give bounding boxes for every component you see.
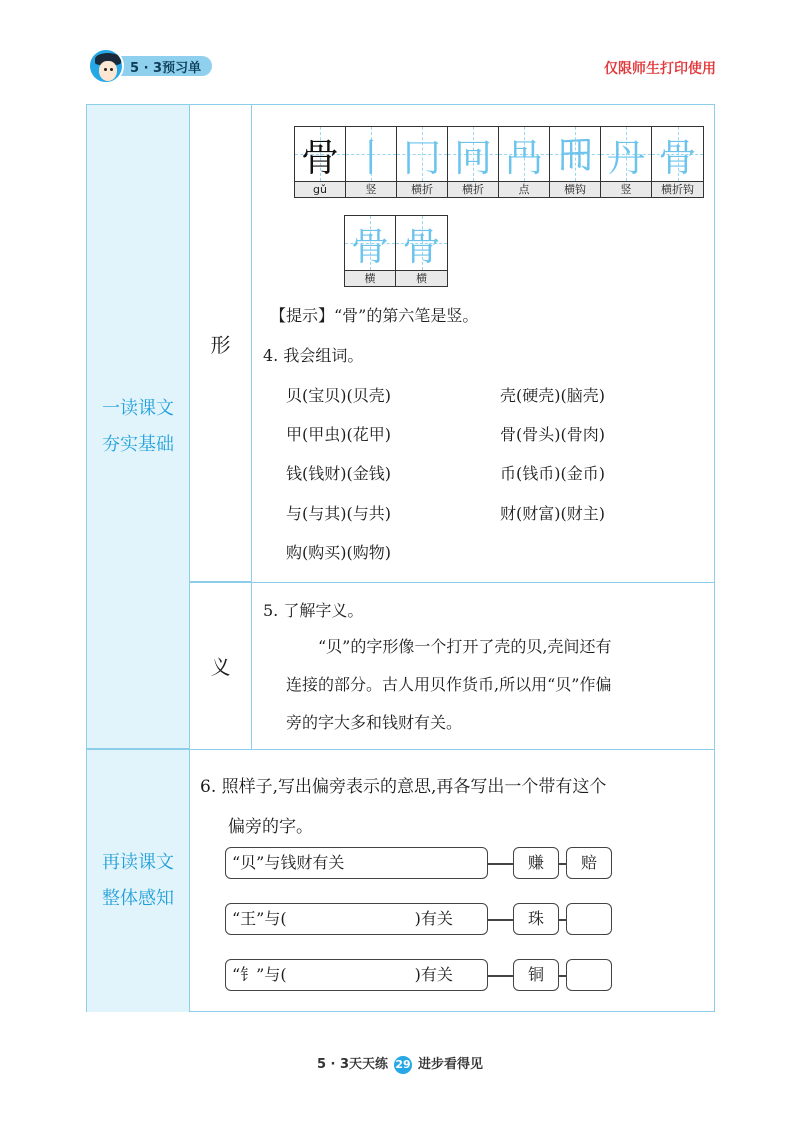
stroke-label: 横折钩 xyxy=(652,181,703,197)
stroke-label: 竖 xyxy=(601,181,651,197)
stroke-cell xyxy=(601,127,652,197)
connector xyxy=(488,919,513,921)
word-item: 壳(硬壳)(脑壳) xyxy=(500,386,605,405)
main-character: 骨 xyxy=(300,135,339,180)
section-second-sidebar xyxy=(87,749,190,1012)
q6-instructions xyxy=(200,767,700,847)
example-char-box: 珠 xyxy=(513,903,559,935)
footer-right: 进步看得见 xyxy=(418,1057,484,1072)
word-item: 钱(钱财)(金钱) xyxy=(286,464,391,483)
section-second-title-2: 整体感知 xyxy=(102,887,174,909)
radical-meaning-box: “贝”与钱财有关 xyxy=(225,847,488,879)
stroke-glyph: 𠕁 xyxy=(555,131,594,176)
example-char-box: 赔 xyxy=(566,847,612,879)
example-char-box: 赚 xyxy=(513,847,559,879)
stroke-order-table-continued xyxy=(344,215,448,287)
stroke-label: 横 xyxy=(345,270,395,286)
stroke-cell xyxy=(346,127,397,197)
tip-text: 【提示】“骨”的第六笔是竖。 xyxy=(270,306,479,325)
section-first-sidebar xyxy=(87,105,190,749)
section-first-title-1: 一读课文 xyxy=(102,397,174,419)
example-char-box: 铜 xyxy=(513,959,559,991)
stroke-glyph: 冂 xyxy=(402,135,441,180)
stroke-glyph: 丨 xyxy=(351,135,390,180)
subhead-shape: 形 xyxy=(190,105,252,582)
word-item: 币(钱币)(金币) xyxy=(500,464,605,483)
stroke-cell xyxy=(652,127,703,197)
q5-line-3: 旁的字大多和钱财有关。 xyxy=(286,713,463,732)
char-answer-box[interactable] xyxy=(566,959,612,991)
section-first-title-2: 夯实基础 xyxy=(102,433,174,455)
word-item: 骨(骨头)(骨肉) xyxy=(500,425,605,444)
subhead-meaning: 义 xyxy=(190,582,252,749)
connector xyxy=(559,919,566,921)
stroke-label: 竖 xyxy=(346,181,396,197)
mascot-face-icon xyxy=(88,48,124,84)
divider xyxy=(87,749,714,750)
word-item: 甲(甲虫)(花甲) xyxy=(286,425,391,444)
char-answer-box[interactable] xyxy=(566,903,612,935)
stroke-label: 横钩 xyxy=(550,181,600,197)
divider xyxy=(190,582,714,583)
connector xyxy=(488,975,513,977)
stroke-order-table xyxy=(294,126,704,198)
radical-meaning-box: “钅”与( )有关 xyxy=(225,959,488,991)
word-item: 购(购买)(购物) xyxy=(286,543,391,562)
word-item: 与(与其)(与共) xyxy=(286,504,391,523)
stroke-cell xyxy=(499,127,550,197)
q5-line-2: 连接的部分。古人用贝作货币,所以用“贝”作偏 xyxy=(286,675,612,694)
section-second-title-1: 再读课文 xyxy=(102,851,174,873)
connector xyxy=(559,863,566,865)
pinyin: gǔ xyxy=(295,181,345,197)
stroke-glyph: 骨 xyxy=(658,135,697,180)
stroke-glyph: 冋 xyxy=(453,135,492,180)
word-item: 财(财富)(财主) xyxy=(500,504,605,523)
stroke-cell xyxy=(448,127,499,197)
page-number: 29 xyxy=(394,1056,412,1074)
stroke-cell xyxy=(396,216,447,286)
stroke-label: 点 xyxy=(499,181,549,197)
q6-line-2: 偏旁的字。 xyxy=(228,817,313,837)
stroke-glyph: 丹 xyxy=(606,135,645,180)
q4-title: 4. 我会组词。 xyxy=(263,346,364,365)
connector xyxy=(559,975,566,977)
stroke-cell xyxy=(550,127,601,197)
footer-left: 5 · 3天天练 xyxy=(316,1057,389,1072)
connector xyxy=(488,863,513,865)
stroke-glyph: 骨 xyxy=(350,224,389,269)
worksheet-frame xyxy=(86,104,715,1012)
stroke-label: 横折 xyxy=(448,181,498,197)
stroke-cell-main xyxy=(295,127,346,197)
q5-line-1: “贝”的字形像一个打开了壳的贝,壳间还有 xyxy=(318,637,612,656)
stroke-cell xyxy=(397,127,448,197)
stroke-cell xyxy=(345,216,396,286)
word-item: 贝(宝贝)(贝壳) xyxy=(286,386,391,405)
page-footer xyxy=(0,1053,800,1074)
q5-title: 5. 了解字义。 xyxy=(263,601,364,620)
stroke-glyph: 骨 xyxy=(402,224,441,269)
stroke-glyph: 冎 xyxy=(504,135,543,180)
stroke-label: 横 xyxy=(396,270,447,286)
usage-restriction: 仅限师生打印使用 xyxy=(604,61,716,77)
radical-meaning-box: “王”与( )有关 xyxy=(225,903,488,935)
brand-label: 5 · 3预习单 xyxy=(130,61,202,76)
q6-line-1: 6. 照样子,写出偏旁表示的意思,再各写出一个带有这个 xyxy=(200,777,607,797)
stroke-label: 横折 xyxy=(397,181,447,197)
